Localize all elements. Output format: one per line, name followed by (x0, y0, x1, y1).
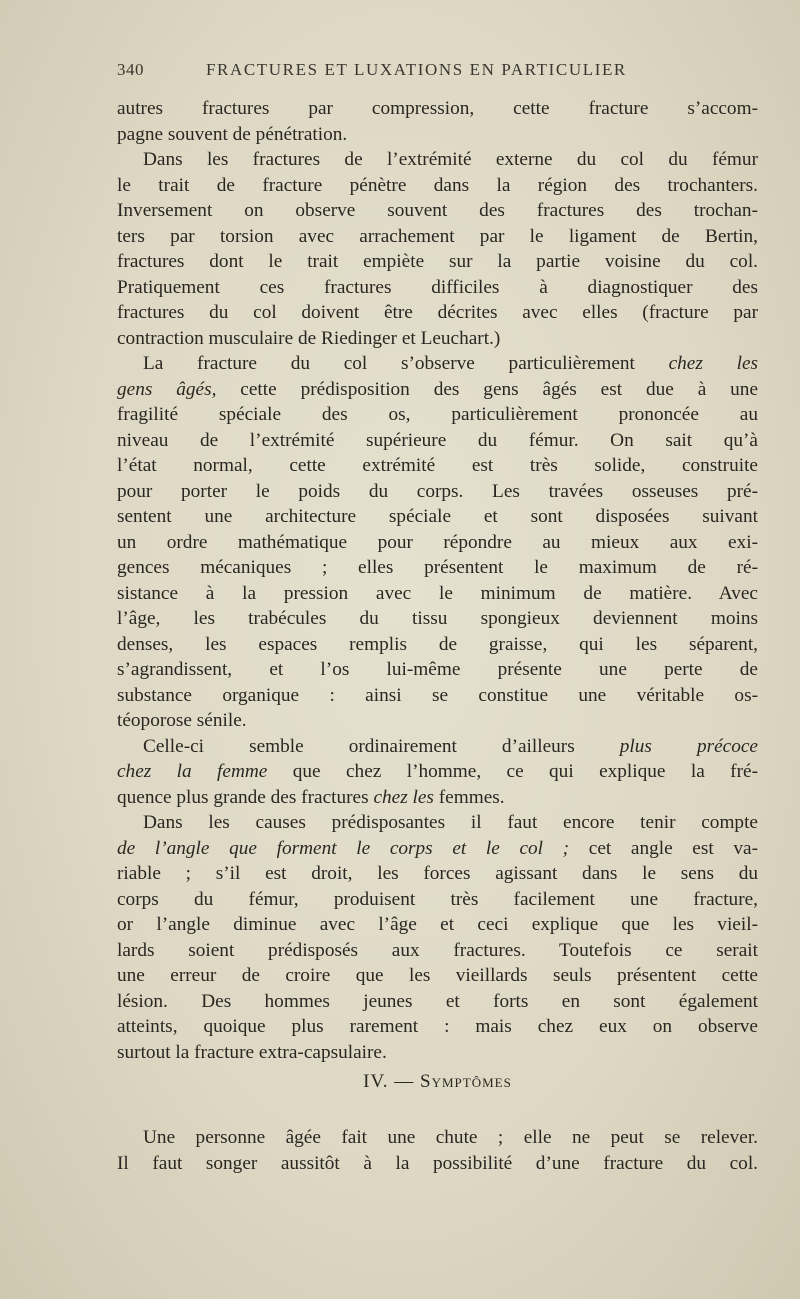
text-line: ters par torsion avec arrachement par le ligament de Bertin, (117, 225, 758, 247)
text-line: surtout la fracture extra-capsulaire. (117, 1041, 387, 1063)
text-line: Dans les fractures de l’extrémité externe du col du fémur (143, 149, 758, 170)
text-line: gences mécaniques ; elles présentent le maximum de ré- (117, 557, 758, 578)
text-line: fractures du col doivent être décrites avec elles (fracture par (117, 302, 758, 323)
text-line: corps du fémur, produisent très facilement une fracture, (117, 888, 758, 910)
section-heading (117, 1071, 758, 1093)
text-line: l’âge, les trabécules du tissu spongieux deviennent moins (117, 608, 758, 629)
text-line: Dans les causes prédisposantes il faut encore tenir compte (143, 812, 758, 833)
text-line: denses, les espaces remplis de graisse, qui les séparent, (117, 633, 758, 655)
text-line: substance organique : ainsi se constitue une véritable os- (117, 684, 758, 706)
text-line: pagne souvent de pénétration. (117, 123, 348, 145)
text-line: sentent une architecture spéciale et sont disposées suivant (117, 506, 758, 527)
text-line: une erreur de croire que les vieillards seuls présentent cette (117, 965, 758, 986)
text-line: Inversement on observe souvent des fractures des trochan- (117, 200, 758, 221)
text-line: autres fractures par compression, cette fracture s’accom- (117, 98, 758, 119)
text-line: atteints, quoique plus rarement : mais chez eux on observe (117, 1016, 758, 1037)
text-line: sistance à la pression avec le minimum de matière. Avec (117, 582, 758, 604)
text-line: gens âgés, cette prédisposition des gens âgés est due à une (117, 378, 758, 400)
text-line: Celle-ci semble ordinairement d’ailleurs plus précoce (143, 735, 758, 757)
text-line: lards soient prédisposés aux fractures. Toutefois ce serait (117, 939, 758, 961)
text-line: niveau de l’extrémité supérieure du fémur. On sait qu’à (117, 429, 758, 451)
text-line: Pratiquement ces fractures difficiles à diagnostiquer des (117, 276, 758, 298)
text-line: de l’angle que forment le corps et le col ; cet angle est va- (117, 837, 758, 859)
text-line: un ordre mathématique pour répondre au mieux aux exi- (117, 531, 758, 553)
text-line: chez la femme que chez l’homme, ce qui explique la fré- (117, 761, 758, 782)
text-line: quence plus grande des fractures chez les femmes. (117, 786, 505, 808)
text-line: Une personne âgée fait une chute ; elle ne peut se relever. (143, 1127, 758, 1148)
running-title: FRACTURES ET LUXATIONS EN PARTICULIER (206, 60, 627, 79)
running-header (117, 60, 756, 88)
section-title: Symptômes (420, 1071, 512, 1092)
page-number: 340 (117, 60, 144, 79)
text-line: La fracture du col s’observe particulièrement chez les (143, 353, 758, 374)
text-line: l’état normal, cette extrémité est très solide, construite (117, 455, 758, 476)
body-text-symptoms (117, 1125, 758, 1176)
text-line: Il faut songer aussitôt à la possibilité d’une fracture du col. (117, 1152, 758, 1174)
text-line: téoporose sénile. (117, 710, 247, 731)
text-line: s’agrandissent, et l’os lui-même présente une perte de (117, 659, 758, 680)
body-text (117, 96, 758, 1065)
text-line: riable ; s’il est droit, les forces agissant dans le sens du (117, 863, 758, 884)
text-line: lésion. Des hommes jeunes et forts en sont également (117, 990, 758, 1012)
text-line: le trait de fracture pénètre dans la région des trochanters. (117, 174, 758, 196)
text-line: or l’angle diminue avec l’âge et ceci explique que les vieil- (117, 914, 758, 935)
text-line: fractures dont le trait empiète sur la partie voisine du col. (117, 251, 758, 272)
section-numeral: IV. — (363, 1071, 415, 1092)
text-line: fragilité spéciale des os, particulièrement prononcée au (117, 404, 758, 425)
text-line: pour porter le poids du corps. Les travées osseuses pré- (117, 480, 758, 502)
text-line: contraction musculaire de Riedinger et Leuchart.) (117, 327, 501, 349)
